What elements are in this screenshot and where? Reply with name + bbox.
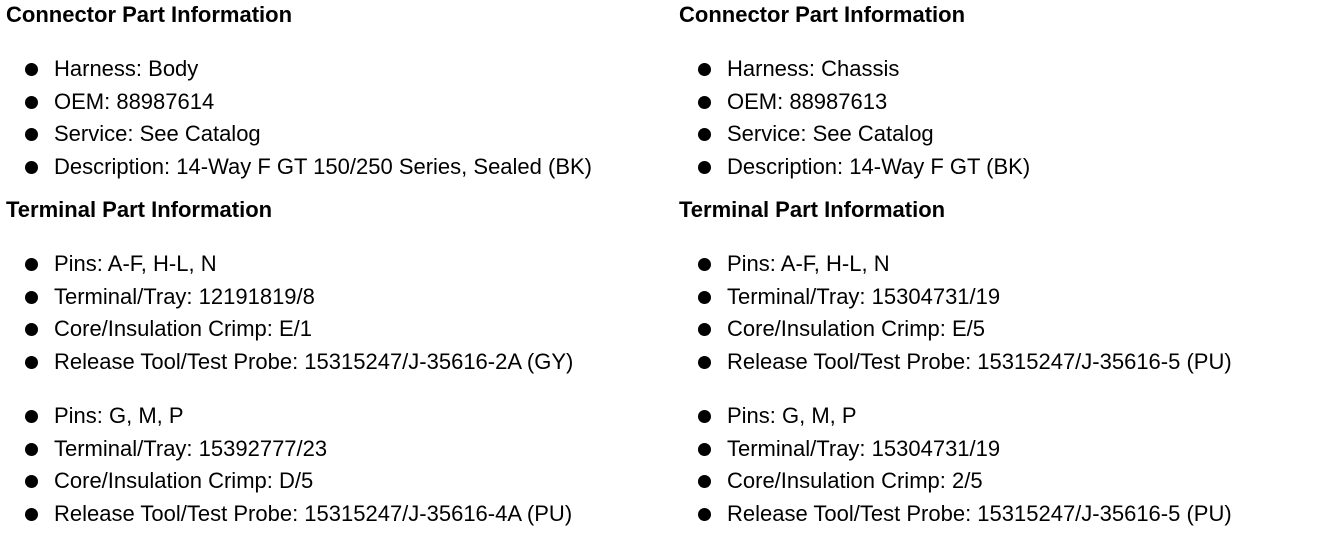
bullet-icon xyxy=(25,443,38,456)
bullet-icon xyxy=(698,63,711,76)
bullet-icon xyxy=(25,96,38,109)
bullet-icon xyxy=(25,508,38,521)
bullet-icon xyxy=(25,258,38,271)
list-item xyxy=(679,313,1232,346)
item-text: Terminal/Tray: 15304731/19 xyxy=(727,283,1001,309)
list-item xyxy=(6,281,573,314)
terminal-group-1-list xyxy=(6,248,573,378)
bullet-icon xyxy=(698,443,711,456)
list-item xyxy=(679,498,1232,531)
terminal-heading: Terminal Part Information xyxy=(679,197,946,222)
bullet-icon xyxy=(698,323,711,336)
item-text: Release Tool/Test Probe: 15315247/J-35616-2A (GY) xyxy=(54,348,574,374)
item-text: Core/Insulation Crimp: 2/5 xyxy=(727,468,983,494)
item-text: Terminal/Tray: 15392777/23 xyxy=(54,435,328,461)
connector-info-list xyxy=(6,53,592,183)
item-text: OEM: 88987613 xyxy=(727,88,888,114)
bullet-icon xyxy=(25,161,38,174)
list-item xyxy=(6,346,573,379)
list-item xyxy=(679,248,1232,281)
list-item xyxy=(679,465,1232,498)
connector-info-list xyxy=(679,53,1030,183)
list-item xyxy=(6,465,572,498)
item-text: Core/Insulation Crimp: D/5 xyxy=(54,468,314,494)
item-text: Description: 14-Way F GT 150/250 Series, Sealed (BK) xyxy=(54,153,593,179)
bullet-icon xyxy=(25,128,38,141)
bullet-icon xyxy=(25,323,38,336)
item-text: Harness: Chassis xyxy=(727,56,900,81)
bullet-icon xyxy=(698,291,711,304)
terminal-group-1-list xyxy=(679,248,1232,378)
terminal-group-2-list xyxy=(679,400,1232,530)
list-item xyxy=(6,400,572,433)
list-item xyxy=(679,281,1232,314)
list-item xyxy=(6,313,573,346)
item-text: Core/Insulation Crimp: E/1 xyxy=(54,316,312,342)
list-item xyxy=(679,118,1030,151)
list-item xyxy=(679,400,1232,433)
list-item xyxy=(6,433,572,466)
item-text: Description: 14-Way F GT (BK) xyxy=(727,153,1031,179)
item-text: Pins: A-F, H-L, N xyxy=(54,251,217,276)
bullet-icon xyxy=(25,63,38,76)
bullet-icon xyxy=(698,258,711,271)
terminal-group-2-list xyxy=(6,400,572,530)
list-item xyxy=(6,498,572,531)
bullet-icon xyxy=(698,96,711,109)
bullet-icon xyxy=(698,356,711,369)
bullet-icon xyxy=(698,161,711,174)
bullet-icon xyxy=(698,128,711,141)
terminal-heading: Terminal Part Information xyxy=(6,197,273,222)
bullet-icon xyxy=(25,291,38,304)
item-text: OEM: 88987614 xyxy=(54,88,215,114)
item-text: Pins: A-F, H-L, N xyxy=(727,251,890,276)
item-text: Terminal/Tray: 12191819/8 xyxy=(54,283,315,309)
item-text: Release Tool/Test Probe: 15315247/J-35616-5 (PU) xyxy=(727,348,1232,374)
list-item xyxy=(679,346,1232,379)
list-item xyxy=(6,151,592,184)
item-text: Core/Insulation Crimp: E/5 xyxy=(727,316,985,342)
item-text: Pins: G, M, P xyxy=(54,403,184,428)
list-item xyxy=(6,248,573,281)
bullet-icon xyxy=(25,356,38,369)
bullet-icon xyxy=(698,508,711,521)
bullet-icon xyxy=(698,475,711,488)
list-item xyxy=(679,433,1232,466)
item-text: Release Tool/Test Probe: 15315247/J-35616-4A (PU) xyxy=(54,500,573,526)
bullet-icon xyxy=(25,475,38,488)
item-text: Service: See Catalog xyxy=(727,121,934,147)
list-item xyxy=(6,118,592,151)
list-item xyxy=(6,86,592,119)
connector-heading: Connector Part Information xyxy=(679,2,966,27)
item-text: Harness: Body xyxy=(54,56,199,81)
list-item xyxy=(679,86,1030,119)
item-text: Terminal/Tray: 15304731/19 xyxy=(727,435,1001,461)
bullet-icon xyxy=(698,410,711,423)
item-text: Service: See Catalog xyxy=(54,121,261,147)
list-item xyxy=(679,151,1030,184)
list-item xyxy=(6,53,592,86)
item-text: Pins: G, M, P xyxy=(727,403,857,428)
list-item xyxy=(679,53,1030,86)
connector-heading: Connector Part Information xyxy=(6,2,293,27)
bullet-icon xyxy=(25,410,38,423)
item-text: Release Tool/Test Probe: 15315247/J-35616-5 (PU) xyxy=(727,500,1232,526)
